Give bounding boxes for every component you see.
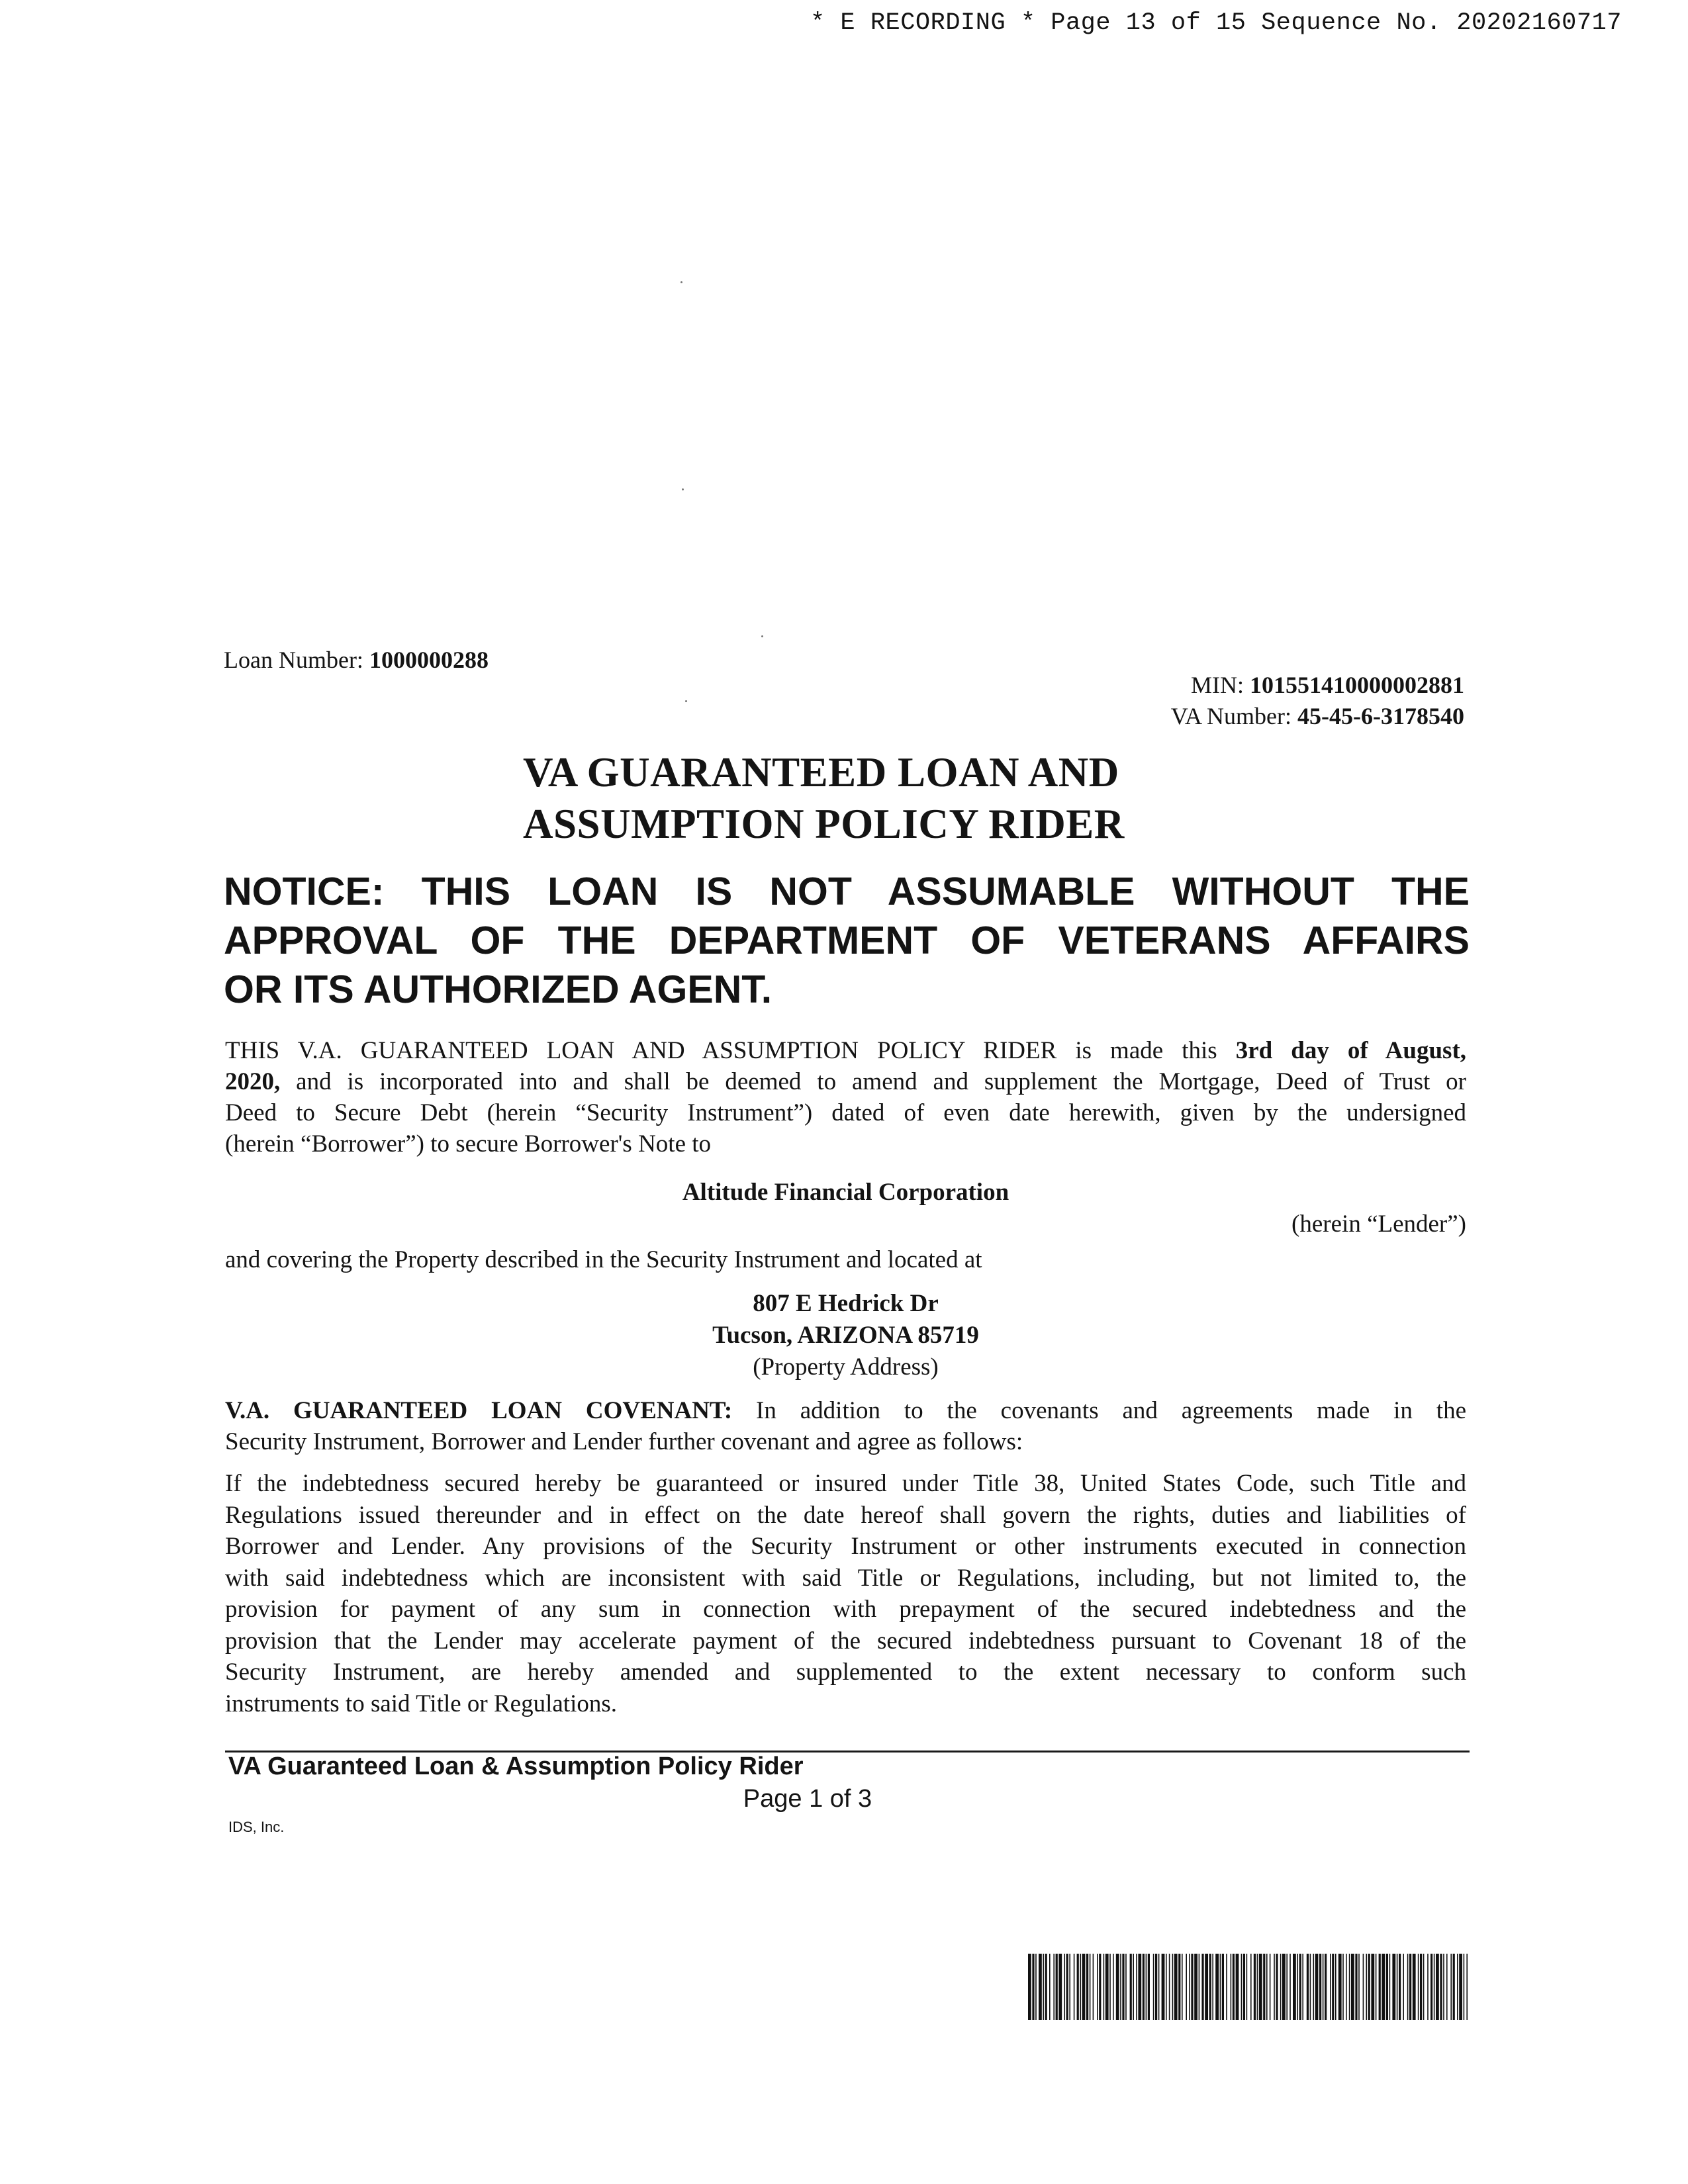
barcode-bar: [1032, 1954, 1034, 2020]
barcode-bar: [1220, 1954, 1221, 2020]
loan-number-value: 1000000288: [369, 647, 489, 673]
barcode-bar: [1351, 1954, 1354, 2020]
barcode-bar: [1307, 1954, 1309, 2020]
scan-speck: [682, 488, 684, 490]
barcode-bar: [1246, 1954, 1248, 2020]
min-number: [1059, 671, 1464, 699]
barcode-bar: [1399, 1954, 1401, 2020]
barcode-bar: [1423, 1954, 1425, 2020]
barcode-bar: [1178, 1954, 1180, 2020]
barcode-bar: [1058, 1954, 1062, 2020]
assumption-notice: [224, 867, 1470, 1014]
barcode-bar: [1286, 1954, 1288, 2020]
barcode-bar: [1457, 1954, 1458, 2020]
barcode-bar: [1053, 1954, 1055, 2020]
barcode-bar: [1199, 1954, 1200, 2020]
barcode-bar: [1201, 1954, 1203, 2020]
barcode-bar: [1358, 1954, 1360, 2020]
paragraph-line: provision that the Lender may accelerate payment of the secured indebtedness pursuant to Covenant 18 of the: [225, 1627, 1466, 1655]
barcode: [1028, 1954, 1468, 2020]
barcode-bar: [1371, 1954, 1374, 2020]
barcode-bar: [1082, 1954, 1086, 2020]
barcode-bar: [1443, 1954, 1444, 2020]
barcode-bar: [1155, 1954, 1157, 2020]
barcode-bar: [1355, 1954, 1357, 2020]
property-city: Tucson, ARIZONA 85719: [712, 1322, 979, 1349]
min-label: MIN:: [1191, 672, 1244, 698]
barcode-bar: [1342, 1954, 1344, 2020]
footer-title: VA Guaranteed Loan & Assumption Policy Rider: [228, 1752, 804, 1780]
intro-line-3: Deed to Secure Debt (herein “Security Instrument”) dated of even date herewith, given by the undersigned: [225, 1099, 1466, 1126]
barcode-bar: [1397, 1954, 1398, 2020]
barcode-bar: [1172, 1954, 1174, 2020]
scan-speck: [680, 281, 682, 283]
barcode-bar: [1459, 1954, 1462, 2020]
barcode-bar: [1209, 1954, 1211, 2020]
barcode-bar: [1382, 1954, 1385, 2020]
barcode-bar: [1226, 1954, 1227, 2020]
barcode-bar: [1120, 1954, 1121, 2020]
barcode-bar: [1464, 1954, 1465, 2020]
va-number-value: 45-45-6-3178540: [1297, 703, 1464, 729]
barcode-bar: [1105, 1954, 1109, 2020]
barcode-bar: [1257, 1954, 1258, 2020]
barcode-bar: [1130, 1954, 1132, 2020]
barcode-bar: [1386, 1954, 1388, 2020]
barcode-bar: [1231, 1954, 1232, 2020]
barcode-bar: [1191, 1954, 1193, 2020]
barcode-bar: [1122, 1954, 1124, 2020]
barcode-bar: [1259, 1954, 1262, 2020]
property-street: 807 E Hedrick Dr: [753, 1290, 939, 1317]
barcode-bar: [1280, 1954, 1282, 2020]
intro-text: THIS V.A. GUARANTEED LOAN AND ASSUMPTION POLICY RIDER is made this: [225, 1037, 1236, 1064]
barcode-bar: [1325, 1954, 1327, 2020]
barcode-bar: [1069, 1954, 1070, 2020]
barcode-bar: [1313, 1954, 1314, 2020]
va-number: [1059, 702, 1464, 730]
barcode-bar: [1056, 1954, 1058, 2020]
barcode-bar: [1299, 1954, 1301, 2020]
paragraph-line: Borrower and Lender. Any provisions of the Security Instrument or other instruments executed in connection: [225, 1533, 1466, 1560]
recording-header: * E RECORDING * Page 13 of 15 Sequence No. 20202160717: [810, 9, 1622, 37]
barcode-bar: [1028, 1954, 1031, 2020]
barcode-bar: [1263, 1954, 1265, 2020]
barcode-bar: [1194, 1954, 1197, 2020]
barcode-bar: [1043, 1954, 1044, 2020]
barcode-bar: [1420, 1954, 1422, 2020]
barcode-bar: [1066, 1954, 1068, 2020]
intro-line-1: [225, 1035, 1466, 1066]
barcode-bar: [1116, 1954, 1119, 2020]
covenant-heading: V.A. GUARANTEED LOAN COVENANT:: [225, 1397, 733, 1424]
loan-number-label: Loan Number:: [224, 647, 363, 673]
barcode-bar: [1136, 1954, 1137, 2020]
barcode-bar: [1250, 1954, 1252, 2020]
barcode-bar: [1297, 1954, 1298, 2020]
barcode-bar: [1093, 1954, 1094, 2020]
paragraph-line: instruments to said Title or Regulations.: [225, 1690, 618, 1717]
property-address-label: (Property Address): [753, 1353, 939, 1381]
title-line-1: VA GUARANTEED LOAN AND: [523, 749, 1119, 796]
barcode-bar: [1125, 1954, 1127, 2020]
va-number-label: VA Number:: [1170, 703, 1292, 729]
barcode-bar: [1189, 1954, 1190, 2020]
paragraph-line: provision for payment of any sum in connection with prepayment of the secured indebtedness and the: [225, 1596, 1466, 1623]
barcode-bar: [1434, 1954, 1435, 2020]
notice-line-3: OR ITS AUTHORIZED AGENT.: [224, 968, 773, 1011]
barcode-bar: [1379, 1954, 1381, 2020]
barcode-bar: [1166, 1954, 1167, 2020]
barcode-bar: [1186, 1954, 1187, 2020]
barcode-bar: [1233, 1954, 1235, 2020]
barcode-bar: [1143, 1954, 1145, 2020]
barcode-bar: [1366, 1954, 1367, 2020]
covenant-line-2: Security Instrument, Borrower and Lender further covenant and agree as follows:: [225, 1428, 1023, 1455]
barcode-bar: [1045, 1954, 1047, 2020]
scan-speck: [685, 700, 687, 702]
barcode-bar: [1407, 1954, 1409, 2020]
rider-year: 2020,: [225, 1068, 281, 1095]
barcode-bar: [1409, 1954, 1411, 2020]
barcode-bar: [1215, 1954, 1219, 2020]
barcode-bar: [1418, 1954, 1419, 2020]
barcode-bar: [1450, 1954, 1452, 2020]
barcode-bar: [1363, 1954, 1364, 2020]
barcode-bar: [1086, 1954, 1088, 2020]
barcode-bar: [1099, 1954, 1101, 2020]
paragraph-line: Regulations issued thereunder and in effect on the date hereof shall govern the rights, duties and liabilities of: [225, 1501, 1466, 1529]
barcode-bar: [1310, 1954, 1311, 2020]
page-number: Page 1 of 3: [743, 1785, 872, 1813]
barcode-bar: [1222, 1954, 1224, 2020]
barcode-bar: [1427, 1954, 1429, 2020]
barcode-bar: [1349, 1954, 1350, 2020]
vendor-mark: IDS, Inc.: [228, 1819, 285, 1835]
barcode-bar: [1319, 1954, 1321, 2020]
barcode-bar: [1212, 1954, 1213, 2020]
barcode-bar: [1368, 1954, 1370, 2020]
barcode-bar: [1376, 1954, 1377, 2020]
barcode-bar: [1270, 1954, 1271, 2020]
barcode-bar: [1169, 1954, 1170, 2020]
covenant-line-1: [225, 1395, 1466, 1426]
scan-speck: [761, 635, 763, 637]
barcode-bar: [1097, 1954, 1098, 2020]
property-intro: and covering the Property described in the Security Instrument and located at: [225, 1246, 982, 1273]
loan-number: [224, 646, 489, 674]
barcode-bar: [1332, 1954, 1334, 2020]
paragraph-line: If the indebtedness secured hereby be guaranteed or insured under Title 38, United States Code, such Title and: [225, 1470, 1466, 1497]
covenant-heading-block: [225, 1395, 1466, 1457]
covenant-paragraph: [225, 1468, 1466, 1719]
barcode-bar: [1205, 1954, 1208, 2020]
barcode-bar: [1436, 1954, 1439, 2020]
intro-text: and is incorporated into and shall be deemed to amend and supplement the Mortgage, Deed of Trust or: [280, 1068, 1466, 1095]
barcode-bar: [1293, 1954, 1296, 2020]
barcode-bar: [1153, 1954, 1154, 2020]
barcode-bar: [1113, 1954, 1114, 2020]
title-line-2: ASSUMPTION POLICY RIDER: [523, 801, 1125, 847]
barcode-bar: [1403, 1954, 1404, 2020]
barcode-bar: [1146, 1954, 1147, 2020]
barcode-bar: [1276, 1954, 1278, 2020]
barcode-bar: [1109, 1954, 1111, 2020]
barcode-bar: [1282, 1954, 1286, 2020]
barcode-bar: [1182, 1954, 1183, 2020]
barcode-bar: [1338, 1954, 1342, 2020]
barcode-bar: [1430, 1954, 1432, 2020]
barcode-bar: [1162, 1954, 1165, 2020]
barcode-bar: [1138, 1954, 1141, 2020]
barcode-bar: [1090, 1954, 1091, 2020]
barcode-bar: [1453, 1954, 1455, 2020]
lender-name: Altitude Financial Corporation: [682, 1179, 1009, 1206]
barcode-bar: [1035, 1954, 1037, 2020]
barcode-bar: [1254, 1954, 1256, 2020]
barcode-bar: [1103, 1954, 1105, 2020]
barcode-bar: [1080, 1954, 1081, 2020]
barcode-bar: [1335, 1954, 1336, 2020]
lender-herein: (herein “Lender”): [1291, 1210, 1466, 1238]
barcode-bar: [1466, 1954, 1468, 2020]
document-title: [523, 747, 1185, 850]
paragraph-line: with said indebtedness which are inconsistent with said Title or Regulations, including, but not limited to, the: [225, 1564, 1466, 1592]
barcode-bar: [1413, 1954, 1416, 2020]
barcode-bar: [1074, 1954, 1075, 2020]
barcode-bar: [1064, 1954, 1065, 2020]
barcode-bar: [1241, 1954, 1243, 2020]
covenant-text: In addition to the covenants and agreements made in the: [732, 1397, 1466, 1424]
min-value: 101551410000002881: [1250, 672, 1464, 698]
barcode-bar: [1158, 1954, 1160, 2020]
barcode-bar: [1302, 1954, 1303, 2020]
barcode-bar: [1274, 1954, 1275, 2020]
paragraph-line: Security Instrument, are hereby amended and supplemented to the extent necessary to conform such: [225, 1659, 1466, 1686]
barcode-bar: [1392, 1954, 1395, 2020]
barcode-bar: [1323, 1954, 1324, 2020]
intro-line-2: [225, 1066, 1466, 1097]
barcode-bar: [1133, 1954, 1134, 2020]
barcode-bar: [1077, 1954, 1079, 2020]
barcode-bar: [1174, 1954, 1178, 2020]
barcode-bar: [1389, 1954, 1391, 2020]
barcode-bar: [1039, 1954, 1042, 2020]
barcode-bar: [1049, 1954, 1051, 2020]
barcode-bar: [1236, 1954, 1239, 2020]
barcode-bar: [1346, 1954, 1347, 2020]
barcode-bar: [1289, 1954, 1291, 2020]
barcode-bar: [1446, 1954, 1448, 2020]
barcode-bar: [1266, 1954, 1268, 2020]
notice-line-2: APPROVAL OF THE DEPARTMENT OF VETERANS AFFAIRS: [224, 919, 1470, 962]
intro-paragraph: [225, 1035, 1466, 1160]
intro-line-4: (herein “Borrower”) to secure Borrower's Note to: [225, 1130, 712, 1158]
rider-date: 3rd day of August,: [1235, 1037, 1467, 1064]
barcode-bar: [1330, 1954, 1331, 2020]
barcode-bar: [1148, 1954, 1150, 2020]
barcode-bar: [1440, 1954, 1442, 2020]
notice-line-1: NOTICE: THIS LOAN IS NOT ASSUMABLE WITHOUT THE: [224, 870, 1470, 913]
barcode-bar: [1315, 1954, 1319, 2020]
barcode-bar: [1243, 1954, 1245, 2020]
